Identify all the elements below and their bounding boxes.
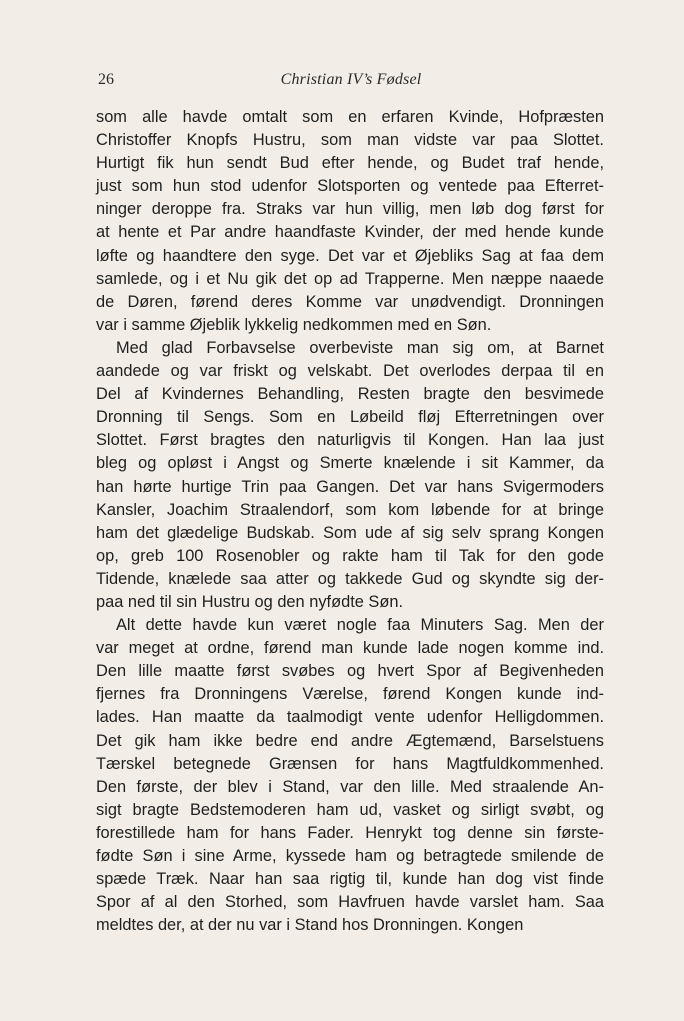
text-line: paa ned til sin Hustru og den nyfødte Søn. xyxy=(96,592,404,611)
body-text xyxy=(96,106,604,937)
text-line: sigt bragte Bedstemoderen ham ud, vasket og sirligt svøbt, og xyxy=(96,800,604,819)
text-line: Med glad Forbavselse overbeviste man sig om, at Barnet xyxy=(116,338,604,357)
text-line: bleg og opløst i Angst og Smerte knælende i sit Kammer, da xyxy=(96,454,604,473)
text-line: fødte Søn i sine Arme, kyssede ham og betragtede smilende de xyxy=(96,847,604,865)
text-line: Det gik ham ikke bedre end andre Ægtemænd, Barselstuens xyxy=(96,731,604,750)
text-line: var i samme Øjeblik lykkelig nedkommen med en Søn. xyxy=(96,315,492,334)
text-line: Del af Kvindernes Behandling, Resten bragte den besvimede xyxy=(96,385,604,404)
text-line: op, greb 100 Rosenobler og rakte ham til Tak for den gode xyxy=(96,546,604,565)
text-line: Christoffer Knopfs Hustru, som man vidste var paa Slottet. xyxy=(96,131,604,150)
text-line: han hørte hurtige Trin paa Gangen. Det var hans Svigermoders xyxy=(96,477,604,496)
text-line: meldtes der, at der nu var i Stand hos Dronningen. Kongen xyxy=(96,916,524,935)
text-line: forestillede ham for hans Fader. Henrykt tog denne sin første- xyxy=(96,823,604,842)
text-line: lades. Han maatte da taalmodigt vente udenfor Helligdommen. xyxy=(96,708,604,727)
text-line: ham det glædelige Budskab. Som ude af sig selv sprang Kongen xyxy=(96,523,604,542)
text-line: var meget at ordne, førend man kunde lade nogen komme ind. xyxy=(96,639,604,658)
text-line: Alt dette havde kun været nogle faa Minuters Sag. Men der xyxy=(116,616,604,635)
text-line: Hurtigt fik hun sendt Bud efter hende, og Budet traf hende, xyxy=(96,154,604,173)
text-line: Kansler, Joachim Straalendorf, som kom løbende for at bringe xyxy=(96,500,604,519)
text-line: Den første, der blev i Stand, var den lille. Med straalende An- xyxy=(96,777,604,796)
paragraph xyxy=(96,106,604,337)
page-header xyxy=(98,71,604,93)
text-line: løfte og haandtere den syge. Det var et Øjebliks Sag at faa dem xyxy=(96,246,604,265)
text-line: just som hun stod udenfor Slotsporten og ventede paa Efterret- xyxy=(96,177,604,196)
text-line: samlede, og i et Nu gik det op ad Trapperne. Men næppe naaede xyxy=(96,269,604,288)
page-number: 26 xyxy=(98,71,114,88)
text-line: de Døren, førend deres Komme var unødvendigt. Dronningen xyxy=(96,292,604,311)
text-line: Spor af al den Storhed, som Havfruen havde varslet ham. Saa xyxy=(96,893,604,912)
text-line: Tidende, knælede saa atter og takkede Gud og skyndte sig der- xyxy=(96,569,604,588)
text-line: aandede og var friskt og velskabt. Det overlodes derpaa til en xyxy=(96,362,604,381)
text-line: ninger deroppe fra. Straks var hun villig, men løb dog først for xyxy=(96,200,604,219)
text-line: som alle havde omtalt som en erfaren Kvinde, Hofpræsten xyxy=(96,108,604,126)
text-line: Tærskel betegnede Grænsen for hans Magtfuldkommenhed. xyxy=(96,754,604,773)
paragraph xyxy=(96,337,604,614)
paragraph xyxy=(96,614,604,937)
text-line: at hente et Par andre haandfaste Kvinder, der med hende kunde xyxy=(96,223,604,242)
text-line: Den lille maatte først svøbes og hvert Spor af Begivenheden xyxy=(96,662,604,681)
text-line: fjernes fra Dronningens Værelse, førend Kongen kunde ind- xyxy=(96,685,604,704)
running-title: Christian IV’s Fødsel xyxy=(280,71,422,88)
text-line: Slottet. Først bragtes den naturligvis til Kongen. Han laa just xyxy=(96,431,604,450)
text-line: Dronning til Sengs. Som en Løbeild fløj Efterretningen over xyxy=(96,408,604,427)
text-line: spæde Træk. Naar han saa rigtig til, kunde han dog vist finde xyxy=(96,870,604,889)
